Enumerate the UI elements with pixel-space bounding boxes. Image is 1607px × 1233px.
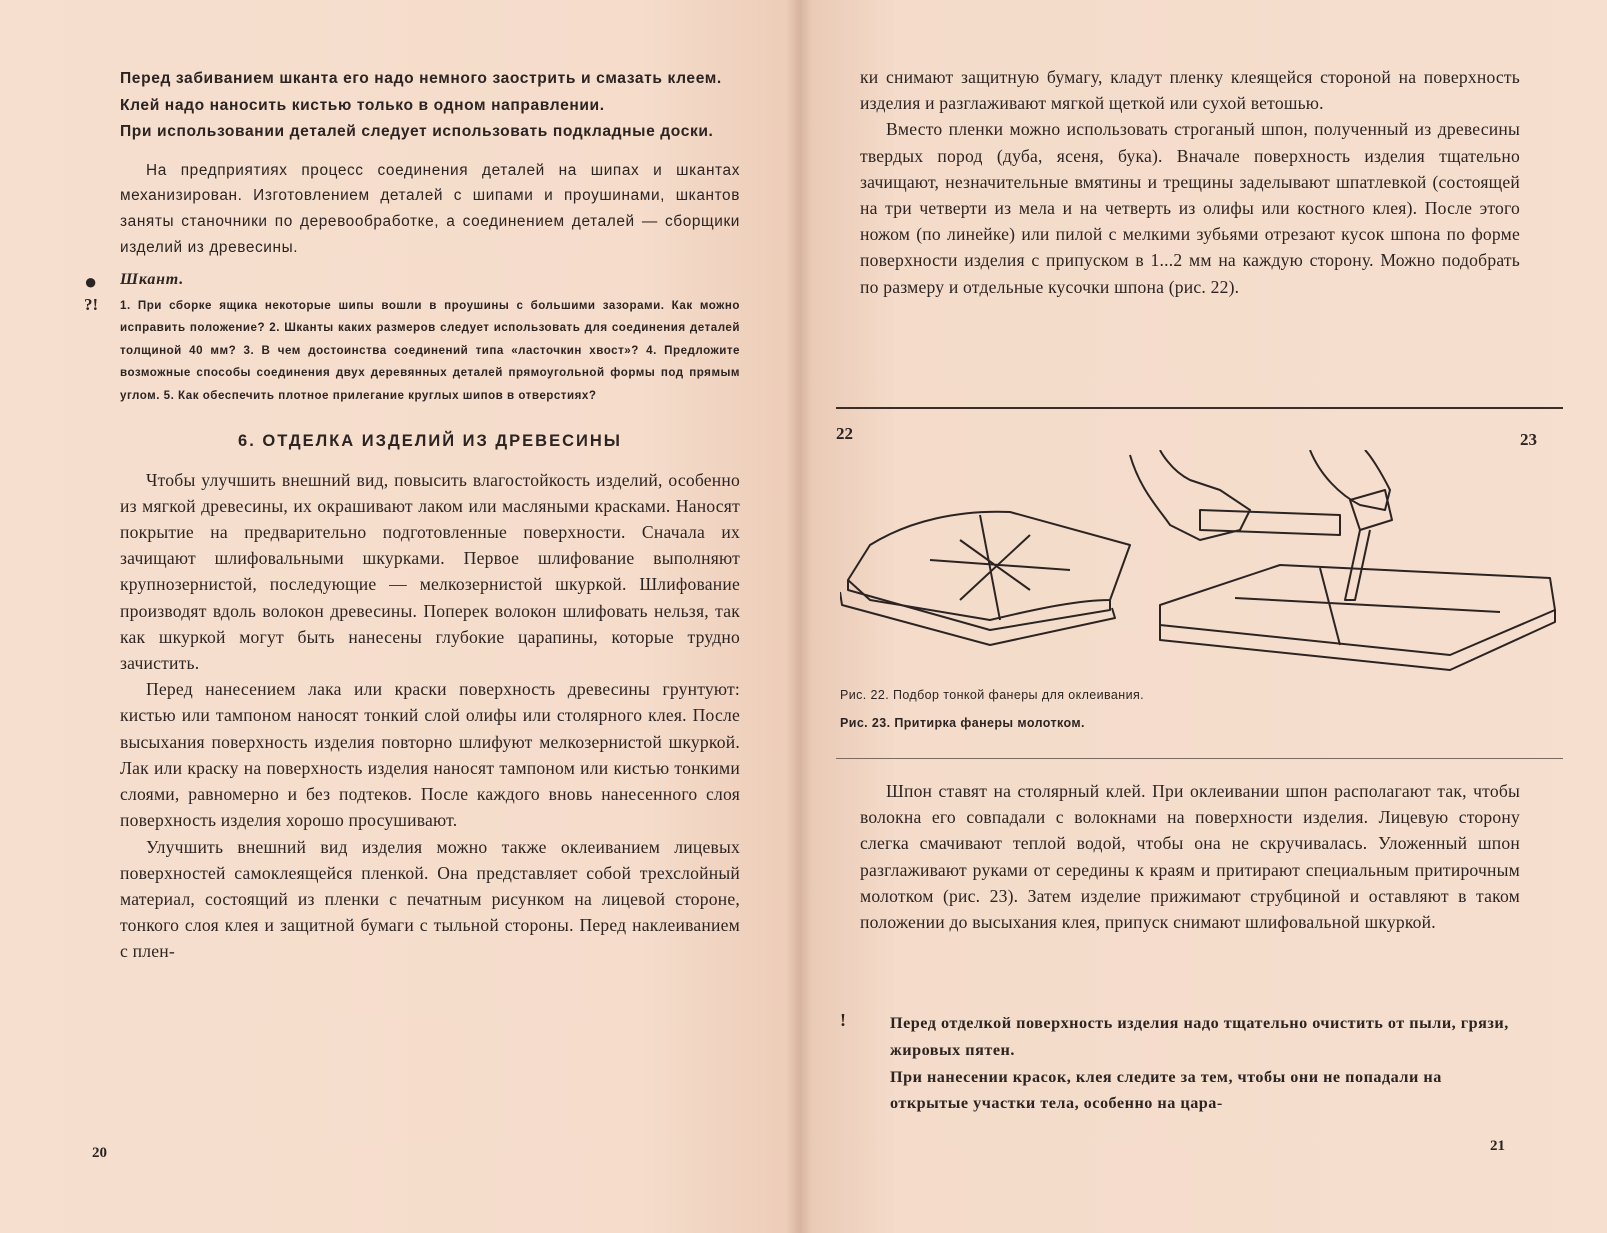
figure-label-22: 22 xyxy=(836,424,853,443)
keyword-row xyxy=(84,268,740,294)
bullet-icon: ● xyxy=(84,268,98,294)
left-column xyxy=(84,66,740,965)
figure-bottom-divider xyxy=(836,758,1563,759)
questions-block xyxy=(84,294,740,408)
book-spine xyxy=(786,0,812,1233)
warning-line: При нанесении красок, клея следите за тем, чтобы они не попадали на открытые участки тела, особенно на цара- xyxy=(890,1067,1442,1113)
body-paragraph: Вместо пленки можно использовать строганый шпон, полученный из древесины твердых пород (дуба, ясеня, бука). Вначале поверхность изделия тщательно зачищают, незначительные вмятины и трещины заделывают шпатлевкой (состоящей на три четверти из мела и на четверть из олифы или костного клея). После этого ножом (по линейке) или пилой с мелкими зубьями отрезают кусок шпона по форме поверхности изделия с припуском в 1...2 мм на каждую сторону. Можно подобрать по размеру и отдельные кусочки шпона (рис. 22). xyxy=(860,119,1520,297)
rule-block xyxy=(120,66,740,146)
rule-line: Перед забиванием шканта его надо немного заострить и смазать клеем. xyxy=(120,70,722,87)
page-number-left: 20 xyxy=(92,1145,107,1161)
question-marker-icon: ?! xyxy=(84,294,99,314)
keyword: Шкант. xyxy=(120,270,185,288)
figure-caption-22: Рис. 22. Подбор тонкой фанеры для оклеивания. xyxy=(840,688,1145,702)
hammer-board-illustration xyxy=(1130,450,1555,670)
questions-text: 1. При сборке ящика некоторые шипы вошли в проушины с большими зазорами. Как можно исправить положение? 2. Шканты каких размеров следует использовать для соединения деталей толщиной 40 мм? 3. В чем достоинства соединений типа «ласточкин хвост»? 4. Предложите возможные способы соединения двух деревянных деталей прямоугольной формы под прямым углом. 5. Как обеспечить плотное прилегание круглых шипов в отверстиях? xyxy=(120,298,740,403)
industry-paragraph: На предприятиях процесс соединения деталей на шипах и шкантах механизирован. Изготовлением деталей с шипами и проушинами, шкантов заняты станочники по деревообработке, а соединением деталей — сборщики изделий из древесины. xyxy=(120,161,740,256)
section-heading: 6. ОТДЕЛКА ИЗДЕЛИЙ ИЗ ДРЕВЕСИНЫ xyxy=(238,431,622,450)
body-paragraph: Шпон ставят на столярный клей. При оклеивании шпон располагают так, чтобы волокна его совпадали с волокнами на поверхности изделия. Лицевую сторону слегка смачивают теплой водой, чтобы она не скручивалась. Уложенный шпон разглаживают руками от середины к краям и притирают специальным притирочным молотком (рис. 23). Затем изделие прижимают струбциной и оставляют в таком положении до высыхания клея, припуск снимают шлифовальной шкуркой. xyxy=(860,781,1520,933)
veneer-sheets-illustration xyxy=(840,512,1130,645)
body-paragraph: Улучшить внешний вид изделия можно также оклеиванием лицевых поверхностей самоклеящейся пленкой. Она представляет собой трехслойный материал, состоящий из пленки с печатным рисунком на лицевой стороне, тонкого слоя клея и защитной бумаги с тыльной стороны. Перед наклеиванием с плен- xyxy=(120,836,740,962)
rule-line: При использовании деталей следует использовать подкладные доски. xyxy=(120,123,714,140)
right-column xyxy=(860,64,1520,300)
figure-caption-23: Рис. 23. Притирка фанеры молотком. xyxy=(840,716,1085,730)
warning-line: Перед отделкой поверхность изделия надо тщательно очистить от пыли, грязи, жировых пятен. xyxy=(890,1014,1509,1059)
page-number-right: 21 xyxy=(1490,1138,1505,1154)
right-page xyxy=(800,0,1607,1233)
body-paragraph: ки снимают защитную бумагу, кладут пленку клеящейся стороной на поверхность изделия и разглаживают мягкой щеткой или сухой ветошью. xyxy=(860,67,1520,114)
body-paragraph: Чтобы улучшить внешний вид, повысить влагостойкость изделий, особенно из мягкой древесины, их окрашивают лаком или масляными красками. Наносят покрытие на предварительно подготовленные поверхности. Сначала их зачищают шлифовальными шкурками. Первое шлифование выполняют крупнозернистой, последующие — мелкозернистой шкуркой. Шлифование производят вдоль волокон древесины. Поперек волокон шлифовать нельзя, так как шкуркой могут быть нанесены глубокие царапины, которые трудно зачистить. xyxy=(120,469,740,674)
body-paragraph: Перед нанесением лака или краски поверхность древесины грунтуют: кистью или тампоном наносят тонкий слой олифы или столярного клея. После высыхания поверхность изделия повторно шлифуют мелкозернистой шкуркой. Лак или краску на поверхность изделия наносят тампоном или кистью тонкими слоями, равномерно и без подтеков. После каждого вновь нанесенного слоя поверхность изделия хорошо просушивают. xyxy=(120,679,740,831)
figure-illustration xyxy=(840,450,1560,680)
figure-label-23: 23 xyxy=(1520,430,1537,449)
figure-divider xyxy=(836,407,1563,409)
rule-line: Клей надо наносить кистью только в одном направлении. xyxy=(120,96,605,114)
warning-icon: ! xyxy=(840,1010,846,1030)
warning-block xyxy=(840,1010,1520,1117)
left-page xyxy=(0,0,800,1233)
